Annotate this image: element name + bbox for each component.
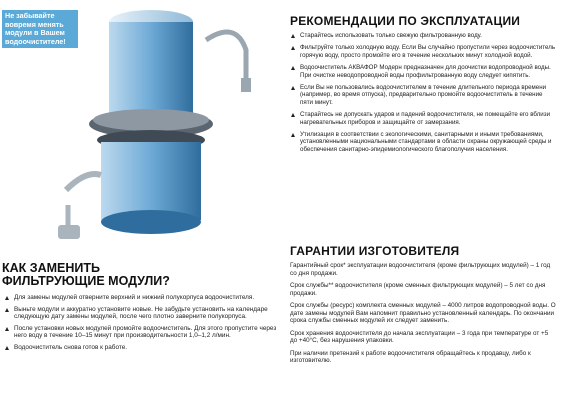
list-item: Выньте модули и аккуратно установите новые. Не забудьте установить на календаре следующую дату замены модулей, после чего плотно заверните полукорпуса. <box>4 306 280 321</box>
list-item: Старайтесь использовать только свежую фильтрованную воду. <box>290 32 556 39</box>
list-item: Водоочиститель снова готов к работе. <box>4 344 280 352</box>
list-item: Водоочиститель АКВАФОР Модерн предназначен для доочистки водопроводной воды. При очистке неводопроводной воды профильтрованную воду следует кипятить. <box>290 64 556 79</box>
list-item: Утилизация в соответствии с экологическими, санитарными и иными требованиями, установленными национальными стандартами в области охраны окружающей среды и обеспечения санитарно-эпидемиологического благополучия населения. <box>290 131 556 153</box>
list-item: Старайтесь не допускать ударов и падений водоочистителя, не помещайте его вблизи нагревательных приборов и защищайте от замерзания. <box>290 111 556 126</box>
warranty-text <box>290 262 556 370</box>
how-to-replace-heading: КАК ЗАМЕНИТЬ ФИЛЬТРУЮЩИЕ МОДУЛИ? <box>2 261 170 288</box>
warranty-heading: ГАРАНТИИ ИЗГОТОВИТЕЛЯ <box>290 244 460 258</box>
replacement-steps <box>4 294 280 356</box>
recommendations-list <box>290 32 556 158</box>
warranty-paragraph: Срок службы (ресурс) комплекта сменных модулей – 4000 литров водопроводной воды. О дате замены модулей Вам напомнит правильно установленный календарь. По окончании срока службы сменных модулей их следует заменить. <box>290 302 556 324</box>
list-item: Для замены модулей отверните верхний и нижний полукорпуса водоочистителя. <box>4 294 280 302</box>
recommendations-heading: РЕКОМЕНДАЦИИ ПО ЭКСПЛУАТАЦИИ <box>290 14 521 28</box>
warranty-paragraph: Срок хранения водоочистителя до начала эксплуатации – 3 года при температуре от +5 до +40°С, без нарушения упаковки. <box>290 329 549 344</box>
right-column <box>284 0 562 411</box>
water-filter-illustration <box>56 0 266 262</box>
reminder-note: Не забывайте вовремя менять модули в Вашем водоочистителе! <box>2 10 78 48</box>
list-item: Фильтруйте только холодную воду. Если Вы случайно пропустили через водоочиститель горячую воду, просто промойте его в течение нескольких минут холодной водой. <box>290 44 556 59</box>
list-item: После установки новых модулей промойте водоочиститель. Для этого пропустите через него воду в течение 10–15 минут при производительности 1,0–1,2 л/мин. <box>4 325 280 340</box>
warranty-paragraph: Срок службы** водоочистителя (кроме сменных фильтрующих модулей) – 5 лет со дня продажи. <box>290 282 546 297</box>
warranty-paragraph: При наличии претензий к работе водоочистителя обращайтесь к продавцу, либо к изготовителю. <box>290 349 531 364</box>
warranty-paragraph: Гарантийный срок* эксплуатации водоочистителя (кроме фильтрующих модулей) – 1 год со дня продажи. <box>290 262 551 277</box>
list-item: Если Вы не пользовались водоочистителем в течение длительного периода времени (например, во время отпуска), предварительно промойте водоочиститель в течение пяти минут. <box>290 84 556 106</box>
left-column <box>0 0 282 411</box>
